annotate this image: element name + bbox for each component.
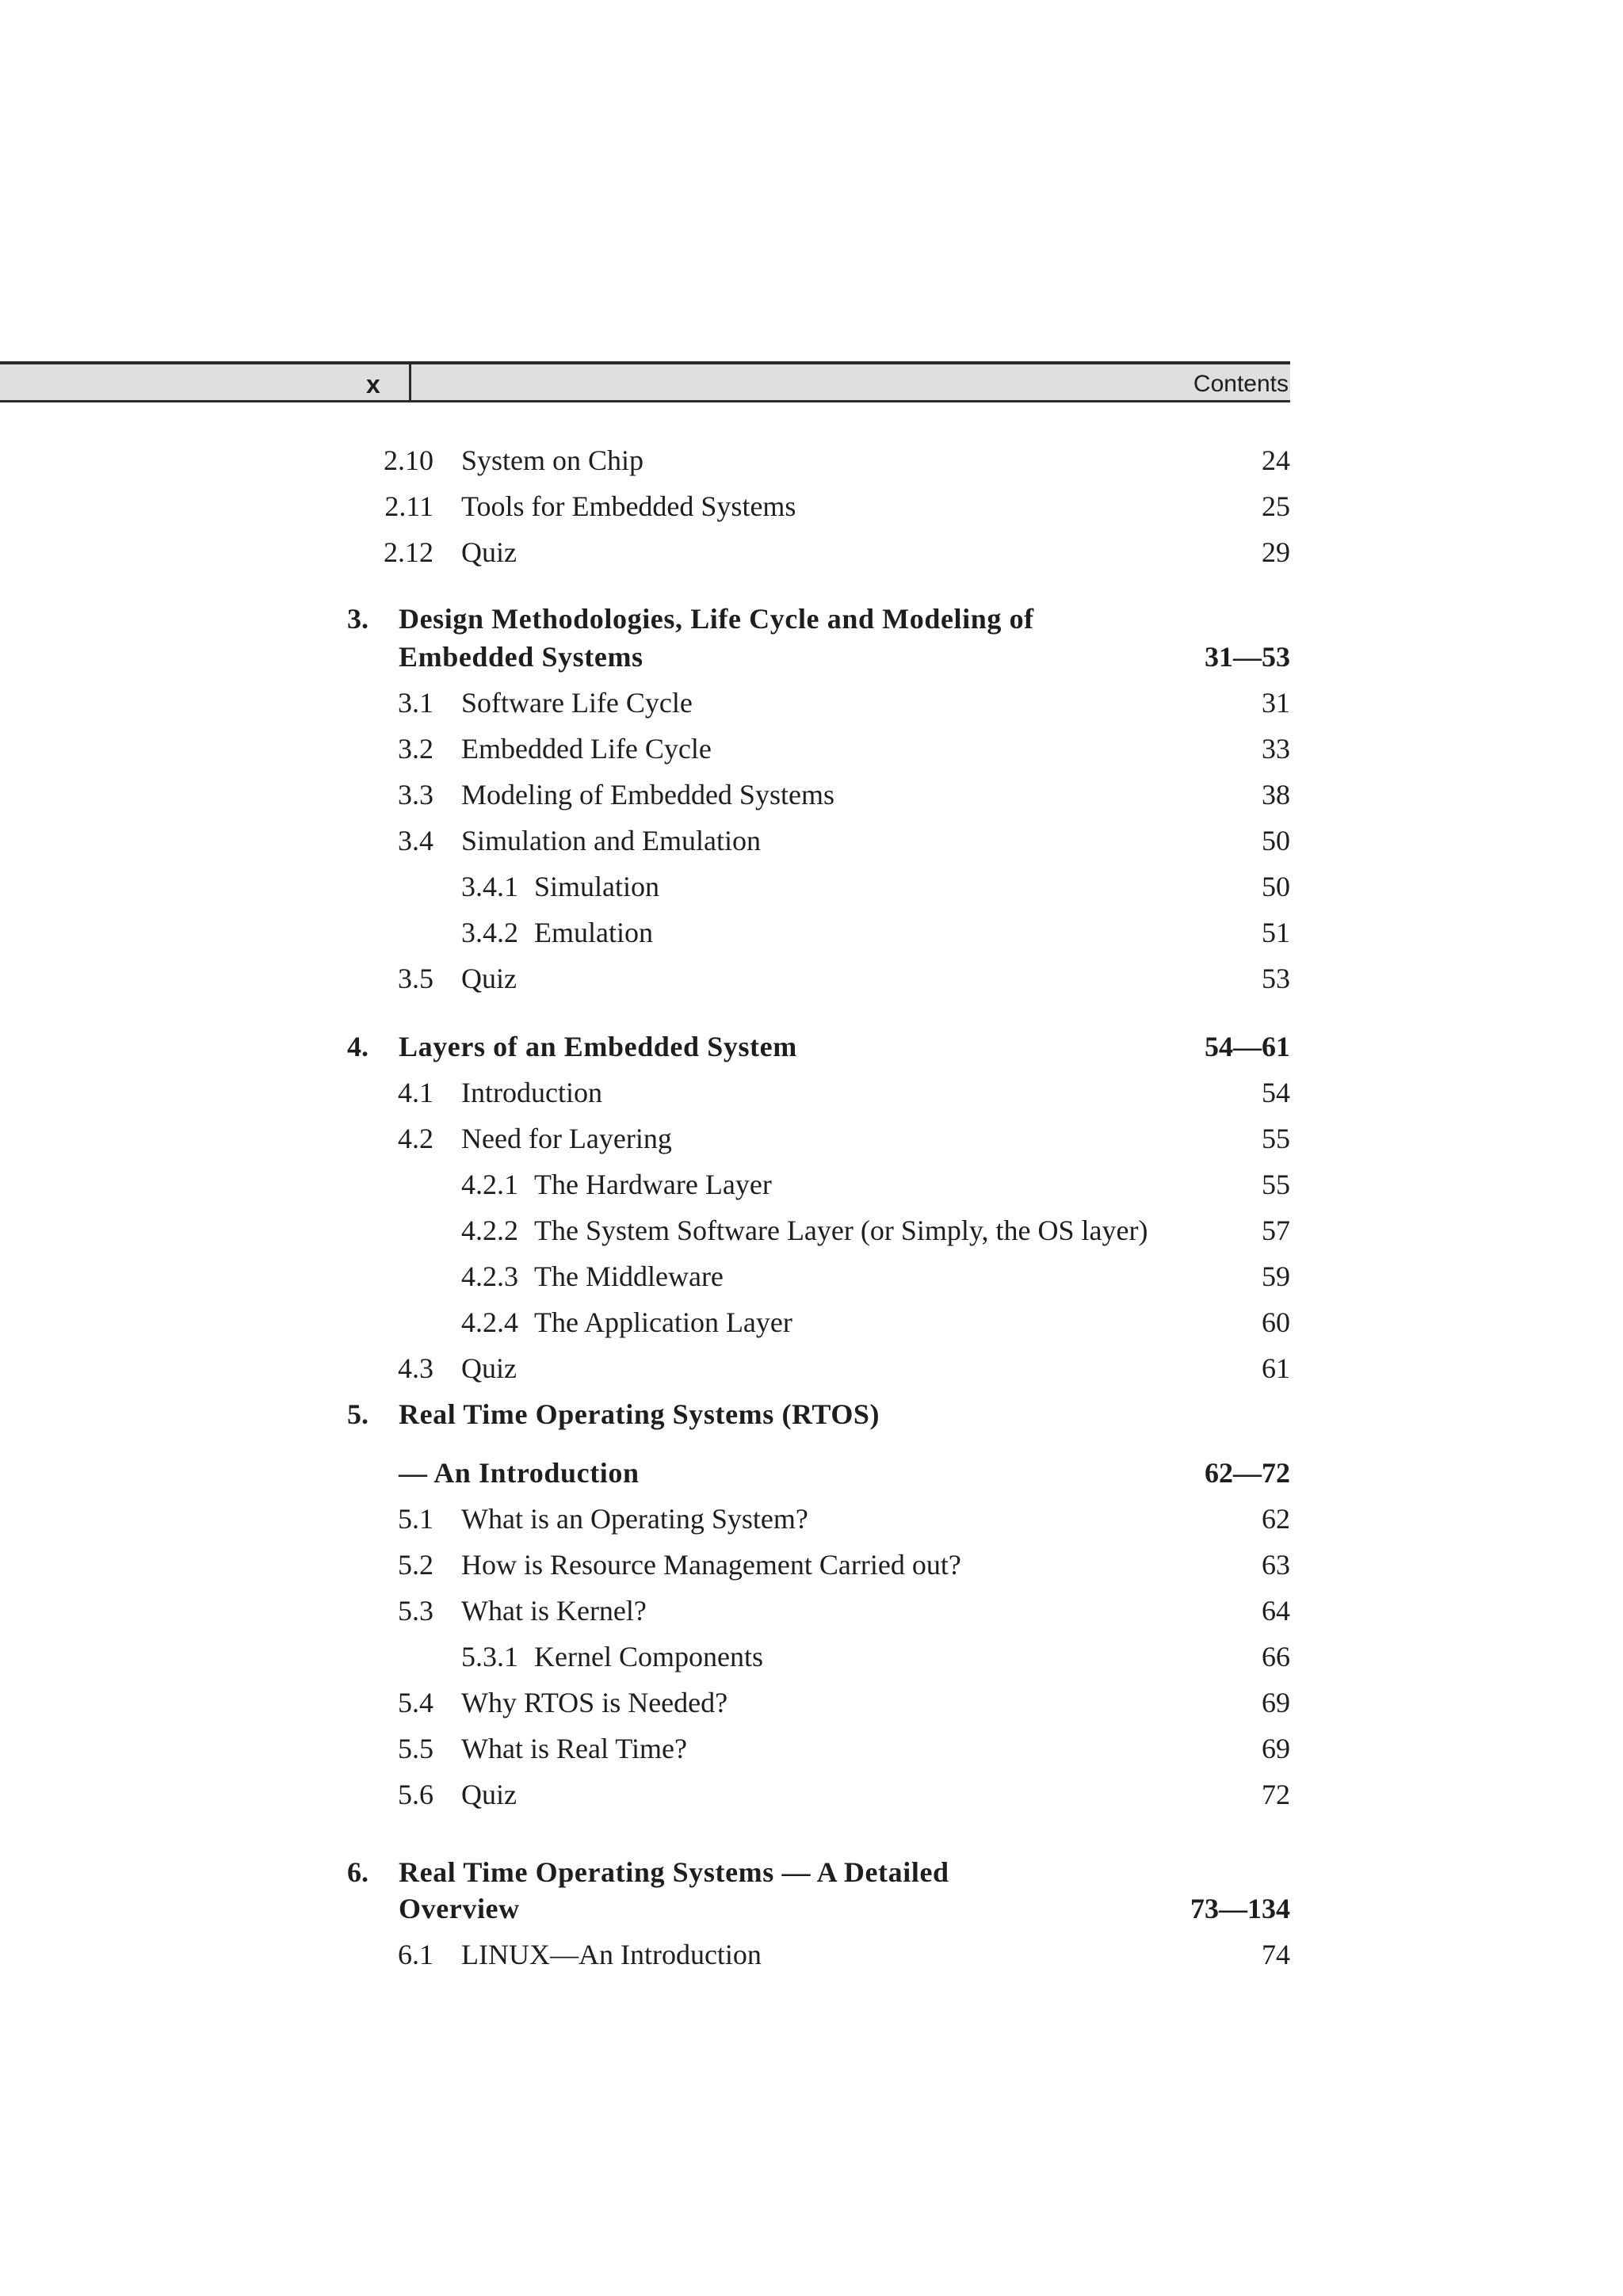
toc-section-row: [0, 1684, 1623, 1721]
toc-section-row: [0, 1936, 1623, 1973]
toc-subsection-row: [0, 914, 1623, 951]
toc-entry-title: How is Resource Management Carried out?: [461, 1549, 961, 1581]
toc-entry-page: 64: [1262, 1595, 1290, 1627]
toc-entry-number: 3.2: [398, 733, 433, 765]
toc-entry-number: 3.4.2: [461, 917, 518, 948]
toc-entry-page: 59: [1262, 1261, 1290, 1292]
toc-entry-page: 73—134: [1190, 1893, 1290, 1924]
toc-entry-number: 5.4: [398, 1687, 433, 1718]
toc-entry-title: Embedded Systems: [399, 641, 643, 673]
toc-entry-title: Overview: [399, 1893, 520, 1924]
toc-entry-number: 5.6: [398, 1779, 433, 1810]
toc-entry-title: Design Methodologies, Life Cycle and Modeling of: [399, 603, 1034, 635]
toc-entry-title: What is Kernel?: [461, 1595, 647, 1627]
toc-entry-title: Real Time Operating Systems — A Detailed: [399, 1856, 949, 1888]
toc-chapter-row: [0, 1890, 1623, 1927]
toc-entry-title: System on Chip: [461, 444, 644, 476]
toc-section-row: [0, 1350, 1623, 1386]
toc-section-row: [0, 960, 1623, 997]
toc-entry-title: Quiz: [461, 536, 517, 568]
toc-entry-page: 55: [1262, 1169, 1290, 1200]
toc-entry-number: 4.2.2: [461, 1215, 518, 1246]
toc-entry-title: Kernel Components: [534, 1641, 763, 1672]
toc-entry-number: 3.3: [398, 779, 433, 810]
toc-entry-title: Real Time Operating Systems (RTOS): [399, 1398, 880, 1430]
toc-entry-title: LINUX—An Introduction: [461, 1939, 762, 1970]
toc-chapter-row: [0, 1028, 1623, 1065]
toc-entry-page: 61: [1262, 1352, 1290, 1384]
toc-section-row: [0, 1074, 1623, 1111]
toc-section-row: [0, 442, 1623, 479]
toc-entry-page: 62—72: [1205, 1457, 1290, 1489]
toc-section-row: [0, 1592, 1623, 1629]
toc-chapter-row: [0, 1396, 1623, 1432]
toc-section-row: [0, 1120, 1623, 1157]
toc-entry-number: 5.3: [398, 1595, 433, 1627]
toc-entry-title: Need for Layering: [461, 1123, 672, 1154]
toc-subsection-row: [0, 1166, 1623, 1203]
toc-subsection-row: [0, 1638, 1623, 1675]
toc-entry-page: 63: [1262, 1549, 1290, 1581]
toc-section-row: [0, 822, 1623, 859]
toc-subsection-row: [0, 1304, 1623, 1341]
toc-entry-title: The Middleware: [534, 1261, 724, 1292]
toc-section-row: [0, 730, 1623, 767]
toc-section-row: [0, 776, 1623, 813]
toc-entry-page: 54—61: [1205, 1031, 1290, 1062]
toc-entry-title: Quiz: [461, 963, 517, 994]
toc-section-row: [0, 488, 1623, 524]
toc-entry-number: 2.12: [384, 536, 433, 568]
toc-entry-page: 31—53: [1205, 641, 1290, 673]
toc-subsection-row: [0, 1212, 1623, 1249]
page-folio: x: [366, 370, 380, 399]
toc-entry-page: 66: [1262, 1641, 1290, 1672]
toc-entry-number: 3.5: [398, 963, 433, 994]
running-head-title: Contents: [1193, 371, 1289, 397]
toc-entry-number: 4.2.4: [461, 1306, 518, 1338]
toc-entry-number: 3.1: [398, 687, 433, 719]
toc-entry-title: What is Real Time?: [461, 1733, 687, 1764]
toc-subsection-row: [0, 1258, 1623, 1295]
toc-entry-number: 3.4.1: [461, 871, 518, 902]
toc-entry-page: 29: [1262, 536, 1290, 568]
toc-entry-number: 2.10: [384, 444, 433, 476]
toc-chapter-row: [0, 1455, 1623, 1491]
toc-entry-page: 24: [1262, 444, 1290, 476]
toc-entry-title: Embedded Life Cycle: [461, 733, 712, 765]
toc-entry-title: Tools for Embedded Systems: [461, 490, 796, 522]
toc-entry-number: 4.2.1: [461, 1169, 518, 1200]
toc-entry-title: What is an Operating System?: [461, 1503, 808, 1535]
toc-entry-page: 50: [1262, 871, 1290, 902]
toc-section-row: [0, 685, 1623, 721]
toc-entry-number: 4.2.3: [461, 1261, 518, 1292]
toc-chapter-row: [0, 1854, 1623, 1890]
toc-entry-number: 5.2: [398, 1549, 433, 1581]
toc-entry-title: — An Introduction: [399, 1457, 640, 1489]
toc-entry-number: 4.3: [398, 1352, 433, 1384]
toc-entry-number: 3.: [347, 603, 369, 635]
toc-entry-title: Introduction: [461, 1077, 602, 1108]
toc-entry-page: 74: [1262, 1939, 1290, 1970]
toc-entry-number: 2.11: [384, 490, 433, 522]
toc-chapter-row: [0, 601, 1623, 637]
toc-entry-page: 50: [1262, 825, 1290, 856]
toc-section-row: [0, 1730, 1623, 1767]
toc-entry-number: 3.4: [398, 825, 433, 856]
toc-entry-title: Simulation: [534, 871, 660, 902]
toc-entry-page: 51: [1262, 917, 1290, 948]
toc-entry-number: 5.5: [398, 1733, 433, 1764]
toc-subsection-row: [0, 868, 1623, 905]
toc-entry-title: Why RTOS is Needed?: [461, 1687, 728, 1718]
toc-section-row: [0, 1547, 1623, 1583]
toc-entry-number: 4.2: [398, 1123, 433, 1154]
toc-entry-title: Simulation and Emulation: [461, 825, 761, 856]
toc-entry-title: Quiz: [461, 1779, 517, 1810]
toc-entry-page: 55: [1262, 1123, 1290, 1154]
toc-chapter-row: [0, 639, 1623, 675]
toc-entry-page: 62: [1262, 1503, 1290, 1535]
toc-entry-number: 6.1: [398, 1939, 433, 1970]
toc-entry-page: 69: [1262, 1687, 1290, 1718]
toc-entry-page: 72: [1262, 1779, 1290, 1810]
toc-entry-number: 5.1: [398, 1503, 433, 1535]
toc-entry-title: The System Software Layer (or Simply, the OS layer): [534, 1215, 1148, 1246]
toc-section-row: [0, 1501, 1623, 1537]
toc-entry-number: 5.3.1: [461, 1641, 518, 1672]
toc-section-row: [0, 1776, 1623, 1813]
toc-entry-page: 33: [1262, 733, 1290, 765]
toc-entry-page: 38: [1262, 779, 1290, 810]
toc-entry-title: The Application Layer: [534, 1306, 792, 1338]
toc-entry-title: Quiz: [461, 1352, 517, 1384]
toc-entry-number: 4.: [347, 1031, 369, 1062]
toc-entry-title: Software Life Cycle: [461, 687, 693, 719]
toc-entry-page: 57: [1262, 1215, 1290, 1246]
toc-entry-title: Layers of an Embedded System: [399, 1031, 797, 1062]
toc-entry-page: 60: [1262, 1306, 1290, 1338]
toc-entry-page: 69: [1262, 1733, 1290, 1764]
toc-section-row: [0, 534, 1623, 570]
toc-entry-page: 53: [1262, 963, 1290, 994]
toc-entry-title: Modeling of Embedded Systems: [461, 779, 834, 810]
toc-entry-page: 25: [1262, 490, 1290, 522]
toc-entry-number: 4.1: [398, 1077, 433, 1108]
toc-entry-page: 54: [1262, 1077, 1290, 1108]
toc-entry-page: 31: [1262, 687, 1290, 719]
toc-entry-title: Emulation: [534, 917, 653, 948]
toc-entry-number: 6.: [347, 1856, 369, 1888]
toc-entry-number: 5.: [347, 1398, 369, 1430]
toc-entry-title: The Hardware Layer: [534, 1169, 772, 1200]
